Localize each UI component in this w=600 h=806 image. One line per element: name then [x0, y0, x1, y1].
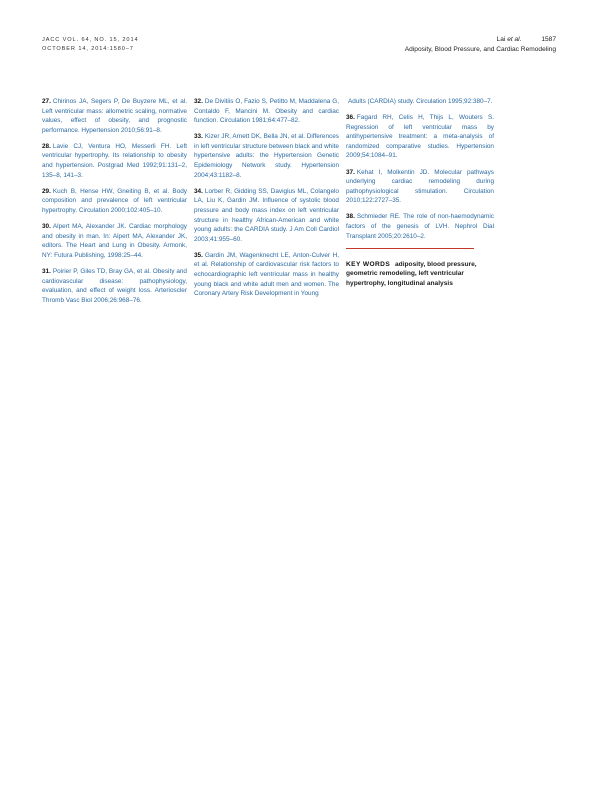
- reference-text: Fagard RH, Celis H, Thijs L, Wouters S. Regression of left ventricular mass by antihypertensive treatment: a meta-analysis of randomized comparative studies. Hypertension 2009;54:1084–91.: [346, 114, 494, 160]
- reference-number: 37.: [346, 168, 355, 176]
- reference-item[interactable]: [194, 187, 339, 245]
- reference-list: [346, 97, 494, 241]
- running-header: [405, 35, 556, 55]
- author-line: [405, 35, 556, 45]
- reference-item[interactable]: [42, 97, 187, 135]
- reference-item[interactable]: [42, 142, 187, 180]
- reference-text: Adults (CARDIA) study. Circulation 1995;92:380–7.: [348, 98, 493, 105]
- keywords-label: KEY WORDS: [346, 260, 391, 268]
- reference-text: Alpert MA, Alexander JK. Cardiac morphology and obesity in man. In: Alpert MA, Alexander JK, editors. The Heart and Lung in Obesity. Armonk, NY: Futura Publishing, 1998:25–44.: [42, 223, 187, 259]
- reference-number: 28.: [42, 142, 51, 150]
- reference-item[interactable]: [42, 187, 187, 216]
- reference-text: Gardin JM, Wagenknecht LE, Anton-Culver H, et al. Relationship of cardiovascular risk factors to echocardiographic left ventricular mass in healthy young black and white adult men and women. The Coronary Artery Risk Development in Young: [194, 251, 339, 298]
- references-column-2: [194, 97, 339, 305]
- reference-item[interactable]: [346, 113, 494, 161]
- reference-item[interactable]: [42, 222, 187, 260]
- reference-text: Kuch B, Hense HW, Gneiting B, et al. Body composition and prevalence of left ventricular hypertrophy. Circulation 2000;102:405–10.: [42, 187, 187, 214]
- references-column-1: [42, 97, 187, 312]
- reference-list: [42, 97, 187, 305]
- reference-text: Kehat I, Molkentin JD. Molecular pathways underlying cardiac remodeling during pathophysiological stimulation. Circulation 2010;122:2727–35.: [346, 168, 494, 205]
- reference-text: Chirinos JA, Segers P, De Buyzere ML, et al. Left ventricular mass: allometric scaling, normative values, effect of obesity, and prognostic performance. Hypertension 2010;56:91–8.: [42, 98, 187, 134]
- reference-number: 38.: [346, 213, 355, 221]
- reference-item[interactable]: [346, 168, 494, 206]
- running-title: Adiposity, Blood Pressure, and Cardiac Remodeling: [404, 46, 556, 53]
- reference-number: 30.: [42, 223, 51, 231]
- reference-item[interactable]: [346, 97, 494, 107]
- keywords-text: adiposity, blood pressure, geometric remodeling, left ventricular hypertrophy, longitudinal analysis: [346, 260, 477, 287]
- reference-number: 34.: [194, 187, 203, 195]
- reference-number: 32.: [194, 98, 203, 105]
- reference-item[interactable]: [194, 97, 339, 126]
- reference-number: 35.: [194, 251, 203, 259]
- reference-text: Poirier P, Giles TD, Bray GA, et al. Obesity and cardiovascular disease: pathophysiology, evaluation, and effect of weight loss. Arterioscler Thromb Vasc Biol 2006;26:968–76.: [42, 267, 187, 304]
- journal-volume-line: JACC VOL. 64, NO. 15, 2014: [42, 37, 139, 43]
- reference-number: 27.: [42, 98, 51, 105]
- keywords-divider: [346, 248, 474, 249]
- reference-text: Schmieder RE. The role of non-haemodynamic factors of the genesis of LVH. Nephrol Dial Transplant 2005;20:2610–2.: [346, 213, 494, 240]
- reference-text: De Divitiis O, Fazio S, Petitto M, Maddalena G, Contaldo F, Mancini M. Obesity and cardiac function. Circulation 1981;64:477–82.: [194, 98, 339, 125]
- reference-item[interactable]: [194, 132, 339, 180]
- journal-citation: [42, 36, 138, 54]
- running-etal: et al.: [507, 36, 522, 43]
- reference-number: 33.: [194, 133, 203, 141]
- page-number: 1587: [541, 36, 556, 43]
- reference-number: 29.: [42, 187, 51, 195]
- reference-number: 36.: [346, 114, 355, 122]
- running-author: Lai: [496, 36, 506, 43]
- reference-item[interactable]: [42, 267, 187, 305]
- keywords-block: [346, 260, 494, 289]
- reference-list: [194, 97, 339, 299]
- reference-item[interactable]: [194, 251, 339, 299]
- references-column-3: [346, 97, 494, 289]
- journal-date-line: OCTOBER 14, 2014:1580–7: [42, 46, 134, 52]
- reference-number: 31.: [42, 267, 51, 275]
- reference-text: Lorber R, Gidding SS, Daviglus ML, Colangelo LA, Liu K, Gardin JM. Influence of systolic blood pressure and body mass index on left ventricular structure in healthy African-American and white young adults: the CARDIA study. J Am Coll Cardiol 2003;41:955–60.: [194, 187, 339, 243]
- reference-text: Kizer JR, Arnett DK, Bella JN, et al. Differences in left ventricular structure between black and white hypertensive adults: the Hypertension Genetic Epidemiology Network study. Hypertension 2004;43:1182–8.: [194, 133, 339, 179]
- reference-text: Lavie CJ, Ventura HO, Messerli FH. Left ventricular hypertrophy. Its relationship to obesity and hypertension. Postgrad Med 1992;91:131–2, 135–8, 141–3.: [42, 142, 187, 179]
- reference-item[interactable]: [346, 212, 494, 241]
